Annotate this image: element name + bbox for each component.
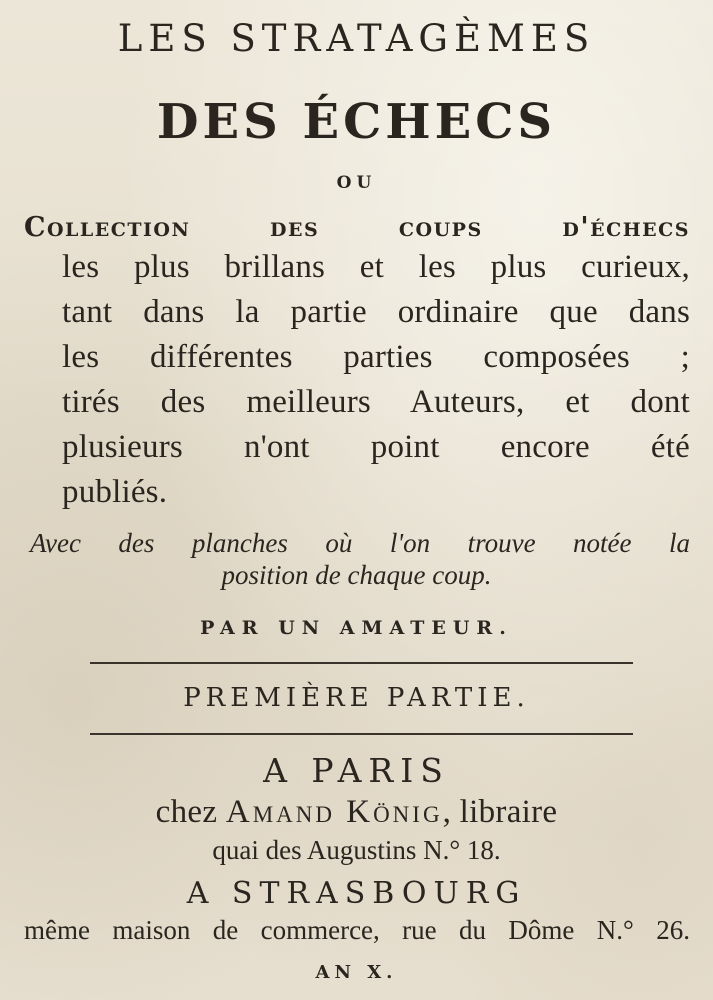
subtitle-line-4: tirés des meilleurs Auteurs, et dont [62,384,690,420]
title-line-1: LES STRATAGÈMES [117,17,596,60]
imprint-address-strasbourg: même maison de commerce, rue du Dôme N.° 26. [24,915,690,945]
imprint-address-paris: quai des Augustins N.° 18. [212,835,501,865]
publisher-suffix: , libraire [442,794,558,830]
author-line: PAR UN AMATEUR. [200,617,513,639]
subtitle-line-1: les plus brillans et les plus curieux, [62,249,690,285]
publisher-prefix: chez [155,794,218,830]
imprint-publisher [0,792,713,832]
imprint-city-paris: A PARIS [263,751,450,790]
subtitle-line-6: publiés. [62,474,168,510]
publisher-name: Amand König [225,794,443,830]
conjunction-ou: OU [336,173,377,193]
title-line-2: DES ÉCHECS [156,94,557,150]
part-heading: PREMIÈRE PARTIE. [183,683,530,713]
subtitle-line-2: tant dans la partie ordinaire que dans [62,294,690,330]
divider-top [90,662,633,664]
imprint-city-strasbourg: A STRASBOURG [186,876,527,911]
plates-note-line-2: position de chaque coup. [221,560,492,590]
imprint-year: AN X. [315,962,398,983]
subtitle-line-5: plusieurs n'ont point encore été [62,429,690,465]
subtitle-line-3: les différentes parties composées ; [62,339,690,375]
plates-note-line-1: Avec des planches où l'on trouve notée la [30,528,690,558]
divider-bottom [90,733,633,735]
subtitle-lead: Collection des coups d'échecs [24,212,690,243]
